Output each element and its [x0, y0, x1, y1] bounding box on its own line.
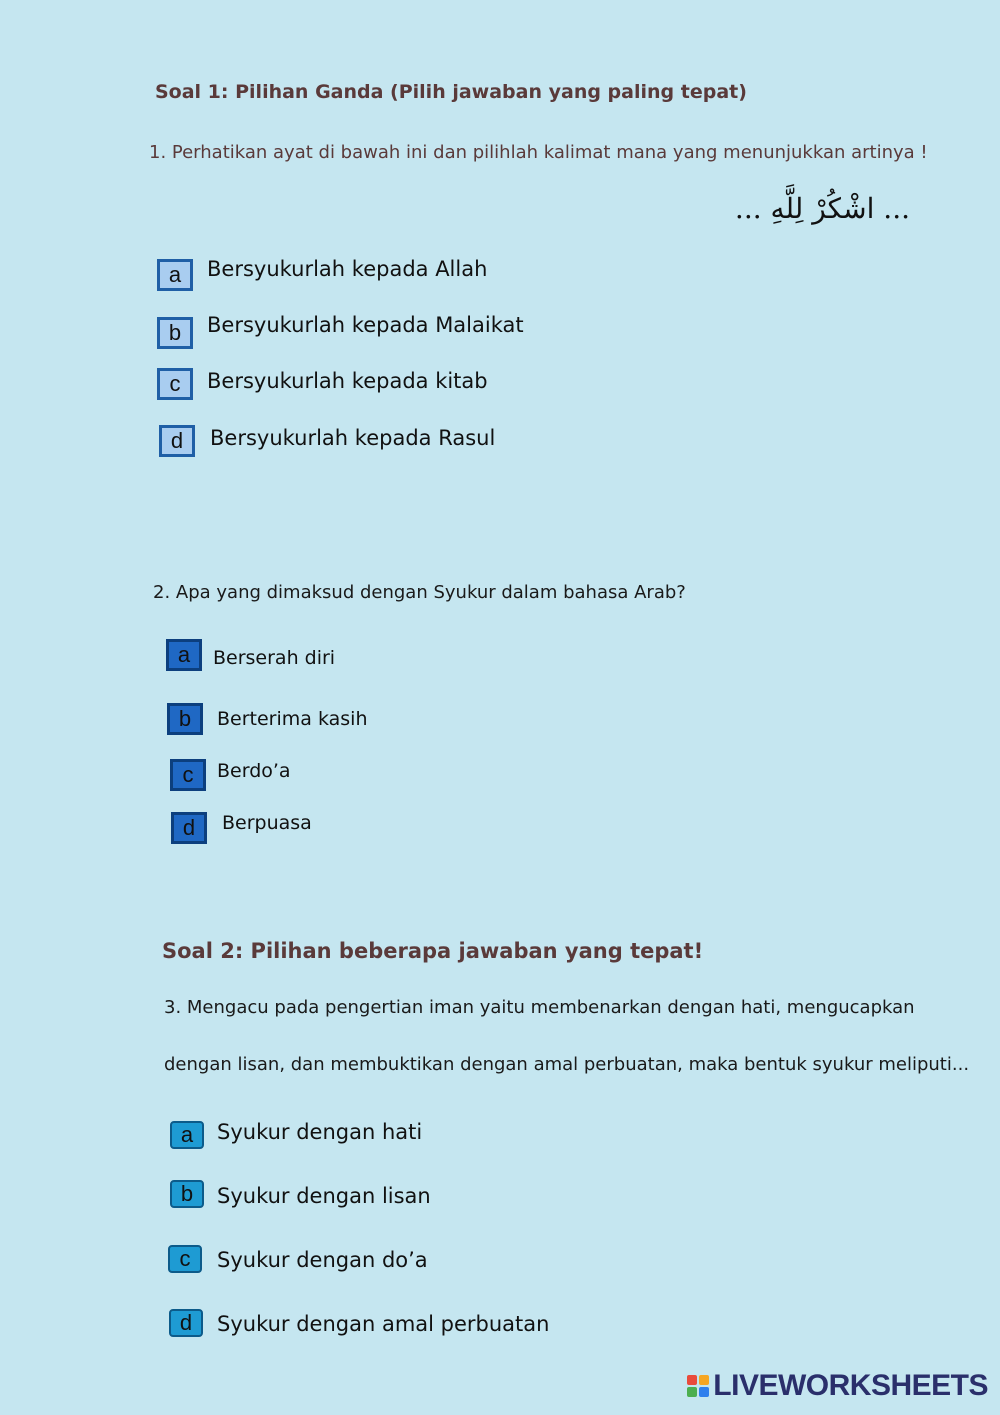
q3-option-a-label[interactable]: Syukur dengan hati	[217, 1120, 423, 1144]
q3-option-d-label[interactable]: Syukur dengan amal perbuatan	[217, 1312, 550, 1336]
q2-option-d-label[interactable]: Berpuasa	[222, 812, 312, 834]
logo-grid-icon	[687, 1375, 709, 1397]
q2-option-c-label[interactable]: Berdo’a	[217, 760, 291, 782]
q1-option-d-label[interactable]: Bersyukurlah kepada Rasul	[210, 426, 496, 450]
q1-option-c-label[interactable]: Bersyukurlah kepada kitab	[207, 369, 488, 393]
q2-option-b-button[interactable]: b	[167, 703, 203, 735]
q3-option-b-checkbox[interactable]: b	[170, 1180, 204, 1208]
question-1-text: 1. Perhatikan ayat di bawah ini dan pilihlah kalimat mana yang menunjukkan artinya !	[149, 142, 928, 163]
arabic-verse: ... اشْكُرْ لِلَّهِ ...	[734, 192, 910, 225]
q2-option-a-label[interactable]: Berserah diri	[213, 647, 336, 669]
q3-option-d-checkbox[interactable]: d	[169, 1309, 203, 1337]
question-3-text-line1: 3. Mengacu pada pengertian iman yaitu membenarkan dengan hati, mengucapkan	[164, 997, 915, 1018]
logo-text: LIVEWORKSHEETS	[713, 1369, 988, 1402]
q1-option-a-button[interactable]: a	[157, 259, 193, 291]
q1-option-b-button[interactable]: b	[157, 317, 193, 349]
q3-option-c-label[interactable]: Syukur dengan do’a	[217, 1248, 428, 1272]
q3-option-c-checkbox[interactable]: c	[168, 1245, 202, 1273]
q1-option-c-button[interactable]: c	[157, 368, 193, 400]
question-3-text-line2: dengan lisan, dan membuktikan dengan amal perbuatan, maka bentuk syukur meliputi...	[164, 1054, 970, 1075]
q2-option-d-button[interactable]: d	[171, 812, 207, 844]
q2-option-a-button[interactable]: a	[166, 639, 202, 671]
q1-option-a-label[interactable]: Bersyukurlah kepada Allah	[207, 257, 488, 281]
liveworksheets-logo	[687, 1369, 988, 1403]
q3-option-a-checkbox[interactable]: a	[170, 1121, 204, 1149]
section2-heading: Soal 2: Pilihan beberapa jawaban yang tepat!	[162, 939, 704, 963]
q2-option-b-label[interactable]: Berterima kasih	[217, 708, 368, 730]
question-2-text: 2. Apa yang dimaksud dengan Syukur dalam bahasa Arab?	[153, 582, 686, 603]
q3-option-b-label[interactable]: Syukur dengan lisan	[217, 1184, 431, 1208]
q1-option-d-button[interactable]: d	[159, 425, 195, 457]
section1-heading: Soal 1: Pilihan Ganda (Pilih jawaban yang paling tepat)	[155, 81, 747, 103]
q1-option-b-label[interactable]: Bersyukurlah kepada Malaikat	[207, 313, 524, 337]
q2-option-c-button[interactable]: c	[170, 759, 206, 791]
